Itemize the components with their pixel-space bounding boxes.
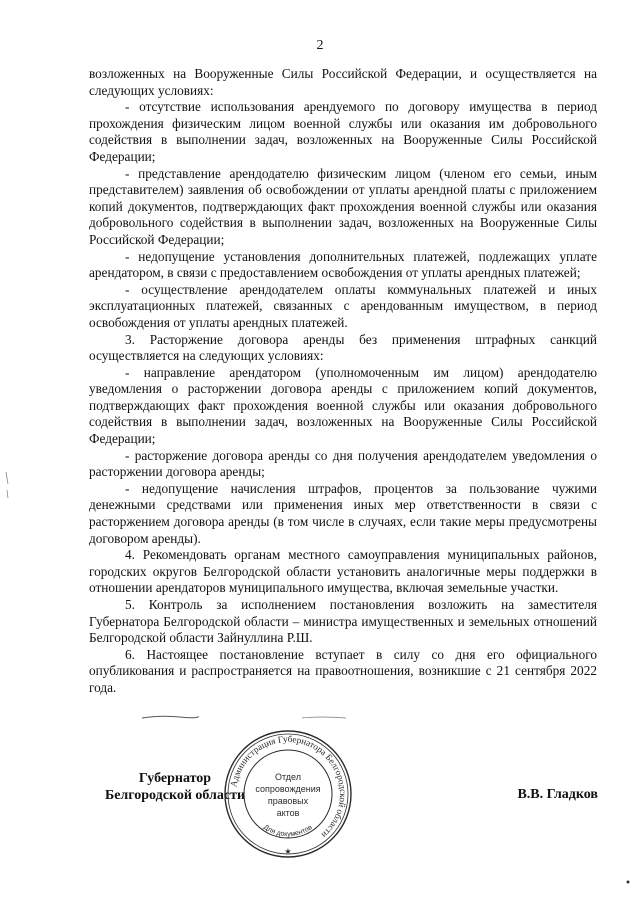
signer-name: В.В. Гладков	[517, 787, 598, 802]
pen-stroke-mark	[140, 712, 200, 722]
body-paragraph: - недопущение начисления штрафов, процентов за пользование чужими денежными средствами или применения иных мер ответственности в связи с расторжением договора аренды (в том числе в случаях, если такие меры предусмотрены договором аренды).	[89, 480, 597, 546]
body-paragraph: 5. Контроль за исполнением постановления возложить на заместителя Губернатора Белгородской области – министра имущественных и земельных отношений Белгородской области Зайнуллина Р.Ш.	[89, 597, 597, 646]
stamp-outer-text: Администрация Губернатора Белгородской области	[228, 733, 349, 841]
body-paragraph: возложенных на Вооруженные Силы Российской Федерации, и осуществляется на следующих условиях:	[89, 66, 597, 98]
stamp-center-line-4: актов	[276, 808, 300, 818]
body-paragraph: - расторжение договора аренды со дня получения арендодателем уведомления о расторжении договора аренды;	[89, 447, 597, 480]
body-paragraph: - представление арендодателю физическим лицом (членом его семьи, иным представителем) заявления об освобождении от уплаты арендной платы с приложением копий документов, подтверждающих факт прохождения военной службы или оказания добровольного содействия в выполнении задач, возложенных на Вооруженные Силы Российской Федерации;	[89, 165, 597, 247]
stamp-center-line-3: правовых	[267, 796, 309, 806]
stamp-star-icon: ★	[284, 847, 292, 856]
stamp-center-line-1: Отдел	[274, 772, 302, 782]
stamp-bottom-text: Для документов	[262, 823, 314, 839]
stamp-center-line-2: сопровождения	[255, 784, 321, 794]
scan-artifact-mark	[624, 878, 632, 886]
signer-title-line2: Белгородской области	[104, 788, 246, 803]
pen-stroke-mark	[300, 714, 348, 722]
body-paragraph: - отсутствие использования арендуемого по договору имущества в период прохождения физическим лицом военной службы или оказания им добровольного содействия в выполнении задач, возложенных на Вооруженные Силы Российской Федерации;	[89, 99, 597, 164]
scan-artifact-mark	[2, 470, 12, 500]
body-paragraph: 4. Рекомендовать органам местного самоуправления муниципальных районов, городских округов Белгородской области установить аналогичные меры поддержки в отношении арендаторов муниципального имущества, включая земельные участки.	[89, 547, 597, 596]
svg-text:Для документов	[262, 824, 314, 838]
page-number: 2	[316, 38, 324, 53]
body-paragraph: - направление арендатором (уполномоченным им лицом) арендодателю уведомления о расторжении договора аренды с приложением копий документов, подтверждающих факт прохождения военной службы или оказания добровольного содействия в выполнении задач, возложенных на Вооруженные Силы Российской Федерации;	[89, 364, 597, 447]
body-paragraph: 3. Расторжение договора аренды без применения штрафных санкций осуществляется на следующих условиях:	[89, 331, 597, 364]
official-stamp	[222, 728, 354, 860]
signer-title-line1: Губернатор	[138, 771, 212, 786]
body-paragraph: - осуществление арендодателем оплаты коммунальных платежей и иных эксплуатационных платежей, связанных с арендованным имуществом, в период освобождения от уплаты арендных платежей.	[89, 281, 597, 330]
body-paragraph: - недопущение установления дополнительных платежей, подлежащих уплате арендатором, в связи с предоставлением освобождения от уплаты арендных платежей;	[89, 248, 597, 281]
document-body	[89, 66, 597, 697]
stamp-seal-graphic	[222, 728, 354, 860]
body-paragraph: 6. Настоящее постановление вступает в силу со дня его официального опубликования и распространяется на правоотношения, возникшие с 21 сентября 2022 года.	[89, 646, 597, 695]
